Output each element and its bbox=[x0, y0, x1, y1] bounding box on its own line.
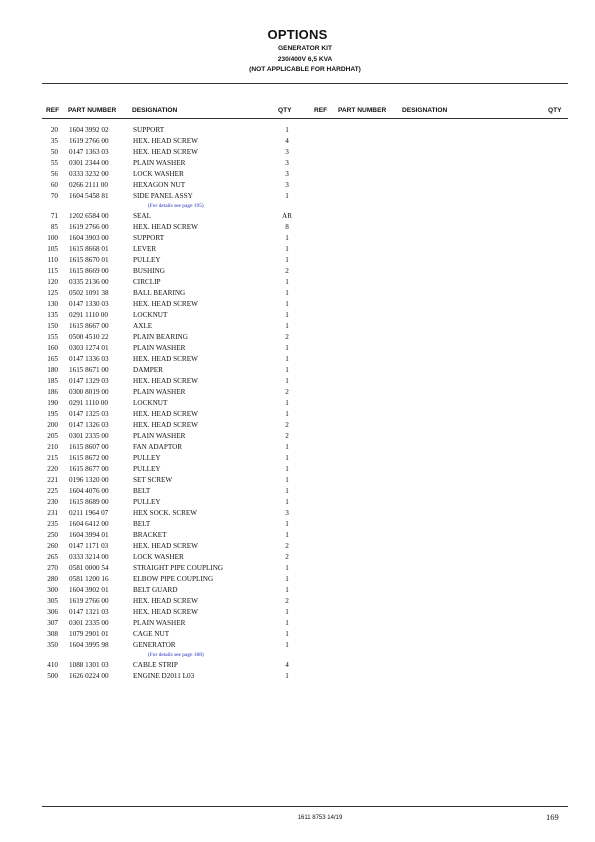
table-row bbox=[0, 671, 300, 682]
part-number-cell: 1604 3902 01 bbox=[69, 586, 109, 594]
qty-cell: 1 bbox=[285, 234, 289, 242]
part-number-cell: 0300 8019 00 bbox=[69, 388, 109, 396]
table-row bbox=[0, 387, 300, 398]
part-number-cell: 0581 0000 54 bbox=[69, 564, 109, 572]
designation-cell: HEX. HEAD SCREW bbox=[133, 300, 198, 308]
designation-cell: PULLEY bbox=[133, 465, 161, 473]
col-header-designation-left: DESIGNATION bbox=[132, 107, 178, 114]
qty-cell: 4 bbox=[285, 137, 289, 145]
qty-cell: 1 bbox=[285, 344, 289, 352]
qty-cell: 1 bbox=[285, 520, 289, 528]
part-number-cell: 1088 1301 03 bbox=[69, 661, 109, 669]
part-number-cell: 0581 1200 16 bbox=[69, 575, 109, 583]
ref-cell: 186 bbox=[47, 388, 58, 396]
ref-cell: 195 bbox=[47, 410, 58, 418]
ref-cell: 270 bbox=[47, 564, 58, 572]
ref-cell: 225 bbox=[47, 487, 58, 495]
ref-cell: 165 bbox=[47, 355, 58, 363]
ref-cell: 235 bbox=[47, 520, 58, 528]
ref-cell: 160 bbox=[47, 344, 58, 352]
qty-cell: 1 bbox=[285, 245, 289, 253]
footer-divider bbox=[42, 806, 568, 807]
table-row bbox=[0, 660, 300, 671]
qty-cell: 1 bbox=[285, 366, 289, 374]
part-number-cell: 1615 8672 00 bbox=[69, 454, 109, 462]
part-number-cell: 0333 3214 00 bbox=[69, 553, 109, 561]
qty-cell: 1 bbox=[285, 476, 289, 484]
qty-cell: 1 bbox=[285, 377, 289, 385]
qty-cell: 4 bbox=[285, 661, 289, 669]
table-row bbox=[0, 365, 300, 376]
part-number-cell: 1202 6584 00 bbox=[69, 212, 109, 220]
part-number-cell: 1615 8607 00 bbox=[69, 443, 109, 451]
designation-cell: HEX. HEAD SCREW bbox=[133, 542, 198, 550]
part-number-cell: 0147 1329 03 bbox=[69, 377, 109, 385]
part-number-cell: 1626 0224 00 bbox=[69, 672, 109, 680]
qty-cell: 1 bbox=[285, 278, 289, 286]
designation-cell: LOCK WASHER bbox=[133, 553, 184, 561]
ref-cell: 70 bbox=[50, 192, 58, 200]
designation-cell: AXLE bbox=[133, 322, 153, 330]
ref-cell: 56 bbox=[50, 170, 58, 178]
table-row bbox=[0, 420, 300, 431]
designation-cell: HEX. HEAD SCREW bbox=[133, 148, 198, 156]
table-row bbox=[0, 431, 300, 442]
qty-cell: 2 bbox=[285, 333, 289, 341]
designation-cell: FAN ADAPTOR bbox=[133, 443, 183, 451]
qty-cell: 1 bbox=[285, 322, 289, 330]
ref-cell: 305 bbox=[47, 597, 58, 605]
designation-cell: PLAIN WASHER bbox=[133, 432, 186, 440]
qty-cell: 1 bbox=[285, 672, 289, 680]
part-number-cell: 1615 8669 00 bbox=[69, 267, 109, 275]
ref-cell: 350 bbox=[47, 641, 58, 649]
qty-cell: 1 bbox=[285, 300, 289, 308]
qty-cell: 3 bbox=[285, 148, 289, 156]
qty-cell: AR bbox=[282, 212, 292, 220]
designation-cell: HEX. HEAD SCREW bbox=[133, 608, 198, 616]
qty-cell: 1 bbox=[285, 630, 289, 638]
table-row bbox=[0, 530, 300, 541]
ref-cell: 155 bbox=[47, 333, 58, 341]
table-row bbox=[0, 332, 300, 343]
ref-cell: 120 bbox=[47, 278, 58, 286]
ref-cell: 210 bbox=[47, 443, 58, 451]
parts-table-body bbox=[0, 125, 300, 682]
page-title: OPTIONS bbox=[267, 27, 328, 42]
designation-cell: HEX. HEAD SCREW bbox=[133, 410, 198, 418]
ref-cell: 265 bbox=[47, 553, 58, 561]
table-row bbox=[0, 321, 300, 332]
designation-cell: HEX. HEAD SCREW bbox=[133, 421, 198, 429]
part-number-cell: 1079 2901 01 bbox=[69, 630, 109, 638]
table-row bbox=[0, 486, 300, 497]
part-number-cell: 1615 8667 00 bbox=[69, 322, 109, 330]
table-row bbox=[0, 376, 300, 387]
table-row bbox=[0, 607, 300, 618]
page-reference-note: (For details see page 188) bbox=[148, 652, 204, 658]
designation-cell: BRACKET bbox=[133, 531, 167, 539]
designation-cell: HEX. HEAD SCREW bbox=[133, 137, 198, 145]
part-number-cell: 1604 3992 02 bbox=[69, 126, 109, 134]
part-number-cell: 0291 1110 00 bbox=[69, 399, 108, 407]
part-number-cell: 0196 1320 00 bbox=[69, 476, 109, 484]
table-row bbox=[0, 574, 300, 585]
ref-cell: 125 bbox=[47, 289, 58, 297]
ref-cell: 250 bbox=[47, 531, 58, 539]
table-row bbox=[0, 169, 300, 180]
part-number-cell: 0147 1363 03 bbox=[69, 148, 109, 156]
table-row bbox=[0, 398, 300, 409]
part-number-cell: 0333 3232 00 bbox=[69, 170, 109, 178]
part-number-cell: 1604 4076 00 bbox=[69, 487, 109, 495]
qty-cell: 8 bbox=[285, 223, 289, 231]
ref-cell: 308 bbox=[47, 630, 58, 638]
ref-cell: 306 bbox=[47, 608, 58, 616]
designation-cell: HEX. HEAD SCREW bbox=[133, 223, 198, 231]
qty-cell: 2 bbox=[285, 542, 289, 550]
table-row bbox=[0, 180, 300, 191]
part-number-cell: 1615 8671 00 bbox=[69, 366, 109, 374]
table-row bbox=[0, 211, 300, 222]
table-row bbox=[0, 464, 300, 475]
qty-cell: 1 bbox=[285, 586, 289, 594]
designation-cell: PULLEY bbox=[133, 498, 161, 506]
designation-cell: LEVER bbox=[133, 245, 157, 253]
designation-cell: PLAIN WASHER bbox=[133, 159, 186, 167]
qty-cell: 2 bbox=[285, 553, 289, 561]
part-number-cell: 1619 2766 00 bbox=[69, 597, 109, 605]
part-number-cell: 0303 1274 01 bbox=[69, 344, 109, 352]
qty-cell: 1 bbox=[285, 608, 289, 616]
col-header-qty-left: QTY bbox=[278, 107, 292, 114]
qty-cell: 2 bbox=[285, 267, 289, 275]
table-note-row bbox=[0, 202, 300, 211]
table-row bbox=[0, 497, 300, 508]
part-number-cell: 0301 2344 00 bbox=[69, 159, 109, 167]
ref-cell: 35 bbox=[50, 137, 58, 145]
part-number-cell: 1604 3995 98 bbox=[69, 641, 109, 649]
document-code: 1611 8753 14/19 bbox=[297, 815, 343, 821]
qty-cell: 2 bbox=[285, 597, 289, 605]
col-header-ref-left: REF bbox=[46, 107, 60, 114]
table-row bbox=[0, 136, 300, 147]
designation-cell: BALL BEARING bbox=[133, 289, 186, 297]
table-row bbox=[0, 618, 300, 629]
table-row bbox=[0, 475, 300, 486]
col-header-ref-right: REF bbox=[314, 107, 328, 114]
qty-cell: 1 bbox=[285, 399, 289, 407]
designation-cell: DAMPER bbox=[133, 366, 163, 374]
table-row bbox=[0, 585, 300, 596]
ref-cell: 110 bbox=[47, 256, 58, 264]
table-row bbox=[0, 266, 300, 277]
designation-cell: ENGINE D2011 L03 bbox=[133, 672, 195, 680]
subtitle-line-3: (NOT APPLICABLE FOR HARDHAT) bbox=[249, 66, 361, 73]
ref-cell: 55 bbox=[50, 159, 58, 167]
header-divider bbox=[42, 83, 568, 84]
designation-cell: BELT GUARD bbox=[133, 586, 178, 594]
table-row bbox=[0, 255, 300, 266]
designation-cell: HEX. HEAD SCREW bbox=[133, 597, 198, 605]
designation-cell: BELT bbox=[133, 520, 151, 528]
ref-cell: 180 bbox=[47, 366, 58, 374]
qty-cell: 1 bbox=[285, 619, 289, 627]
designation-cell: SUPPORT bbox=[133, 126, 165, 134]
designation-cell: LOCKNUT bbox=[133, 311, 168, 319]
designation-cell: LOCKNUT bbox=[133, 399, 168, 407]
qty-cell: 1 bbox=[285, 454, 289, 462]
ref-cell: 20 bbox=[50, 126, 58, 134]
table-row bbox=[0, 552, 300, 563]
ref-cell: 231 bbox=[47, 509, 58, 517]
table-row bbox=[0, 233, 300, 244]
ref-cell: 230 bbox=[47, 498, 58, 506]
ref-cell: 280 bbox=[47, 575, 58, 583]
qty-cell: 1 bbox=[285, 256, 289, 264]
part-number-cell: 0500 4510 22 bbox=[69, 333, 109, 341]
ref-cell: 205 bbox=[47, 432, 58, 440]
designation-cell: PULLEY bbox=[133, 454, 161, 462]
page-number: 169 bbox=[546, 812, 559, 822]
ref-cell: 60 bbox=[50, 181, 58, 189]
qty-cell: 1 bbox=[285, 564, 289, 572]
designation-cell: CIRCLIP bbox=[133, 278, 161, 286]
table-row bbox=[0, 191, 300, 202]
col-header-designation-right: DESIGNATION bbox=[402, 107, 448, 114]
ref-cell: 100 bbox=[47, 234, 58, 242]
designation-cell: STRAIGHT PIPE COUPLING bbox=[133, 564, 224, 572]
ref-cell: 221 bbox=[47, 476, 58, 484]
ref-cell: 71 bbox=[50, 212, 58, 220]
designation-cell: SIDE PANEL ASSY bbox=[133, 192, 193, 200]
ref-cell: 200 bbox=[47, 421, 58, 429]
table-row bbox=[0, 299, 300, 310]
qty-cell: 1 bbox=[285, 311, 289, 319]
qty-cell: 3 bbox=[285, 509, 289, 517]
part-number-cell: 0147 1326 03 bbox=[69, 421, 109, 429]
designation-cell: PLAIN BEARING bbox=[133, 333, 188, 341]
table-row bbox=[0, 409, 300, 420]
qty-cell: 1 bbox=[285, 531, 289, 539]
qty-cell: 2 bbox=[285, 432, 289, 440]
ref-cell: 115 bbox=[47, 267, 58, 275]
table-row bbox=[0, 442, 300, 453]
part-number-cell: 0502 1091 38 bbox=[69, 289, 109, 297]
table-row bbox=[0, 310, 300, 321]
part-number-cell: 0147 1171 03 bbox=[69, 542, 109, 550]
table-row bbox=[0, 508, 300, 519]
qty-cell: 1 bbox=[285, 575, 289, 583]
table-row bbox=[0, 288, 300, 299]
part-number-cell: 1619 2766 00 bbox=[69, 223, 109, 231]
table-row bbox=[0, 629, 300, 640]
designation-cell: HEX SOCK. SCREW bbox=[133, 509, 198, 517]
ref-cell: 85 bbox=[50, 223, 58, 231]
part-number-cell: 1604 6412 00 bbox=[69, 520, 109, 528]
designation-cell: CAGE NUT bbox=[133, 630, 170, 638]
table-row bbox=[0, 244, 300, 255]
col-header-part-number-right: PART NUMBER bbox=[338, 107, 387, 114]
qty-cell: 1 bbox=[285, 641, 289, 649]
ref-cell: 410 bbox=[47, 661, 58, 669]
table-row bbox=[0, 147, 300, 158]
qty-cell: 3 bbox=[285, 170, 289, 178]
qty-cell: 1 bbox=[285, 498, 289, 506]
table-row bbox=[0, 519, 300, 530]
part-number-cell: 0301 2335 00 bbox=[69, 432, 109, 440]
part-number-cell: 0147 1321 03 bbox=[69, 608, 109, 616]
table-row bbox=[0, 541, 300, 552]
part-number-cell: 0301 2335 00 bbox=[69, 619, 109, 627]
part-number-cell: 1604 3994 01 bbox=[69, 531, 109, 539]
designation-cell: BUSHING bbox=[133, 267, 165, 275]
table-note-row bbox=[0, 651, 300, 660]
ref-cell: 185 bbox=[47, 377, 58, 385]
table-row bbox=[0, 453, 300, 464]
designation-cell: BELT bbox=[133, 487, 151, 495]
ref-cell: 215 bbox=[47, 454, 58, 462]
part-number-cell: 1619 2766 00 bbox=[69, 137, 109, 145]
qty-cell: 1 bbox=[285, 465, 289, 473]
qty-cell: 1 bbox=[285, 410, 289, 418]
part-number-cell: 0147 1336 03 bbox=[69, 355, 109, 363]
designation-cell: PLAIN WASHER bbox=[133, 344, 186, 352]
ref-cell: 260 bbox=[47, 542, 58, 550]
part-number-cell: 1615 8670 01 bbox=[69, 256, 109, 264]
designation-cell: LOCK WASHER bbox=[133, 170, 184, 178]
part-number-cell: 1615 8668 01 bbox=[69, 245, 109, 253]
designation-cell: SEAL bbox=[133, 212, 151, 220]
qty-cell: 1 bbox=[285, 487, 289, 495]
designation-cell: PLAIN WASHER bbox=[133, 619, 186, 627]
table-row bbox=[0, 640, 300, 651]
part-number-cell: 1604 3903 00 bbox=[69, 234, 109, 242]
qty-cell: 1 bbox=[285, 443, 289, 451]
table-row bbox=[0, 563, 300, 574]
part-number-cell: 0291 1110 00 bbox=[69, 311, 108, 319]
col-header-qty-right: QTY bbox=[548, 107, 562, 114]
qty-cell: 1 bbox=[285, 289, 289, 297]
table-header-divider bbox=[42, 118, 568, 119]
qty-cell: 2 bbox=[285, 388, 289, 396]
qty-cell: 1 bbox=[285, 192, 289, 200]
ref-cell: 150 bbox=[47, 322, 58, 330]
table-row bbox=[0, 277, 300, 288]
page-reference-note: (For details see page 195) bbox=[148, 203, 204, 209]
ref-cell: 105 bbox=[47, 245, 58, 253]
qty-cell: 1 bbox=[285, 126, 289, 134]
table-row bbox=[0, 343, 300, 354]
qty-cell: 3 bbox=[285, 181, 289, 189]
designation-cell: HEX. HEAD SCREW bbox=[133, 355, 198, 363]
part-number-cell: 0266 2111 00 bbox=[69, 181, 108, 189]
designation-cell: SET SCREW bbox=[133, 476, 173, 484]
ref-cell: 190 bbox=[47, 399, 58, 407]
designation-cell: CABLE STRIP bbox=[133, 661, 178, 669]
col-header-part-number-left: PART NUMBER bbox=[68, 107, 117, 114]
designation-cell: HEXAGON NUT bbox=[133, 181, 186, 189]
designation-cell: ELBOW PIPE COUPLING bbox=[133, 575, 214, 583]
qty-cell: 2 bbox=[285, 421, 289, 429]
table-row bbox=[0, 125, 300, 136]
designation-cell: PLAIN WASHER bbox=[133, 388, 186, 396]
ref-cell: 300 bbox=[47, 586, 58, 594]
table-row bbox=[0, 222, 300, 233]
part-number-cell: 0147 1325 03 bbox=[69, 410, 109, 418]
ref-cell: 130 bbox=[47, 300, 58, 308]
ref-cell: 220 bbox=[47, 465, 58, 473]
part-number-cell: 1615 8677 00 bbox=[69, 465, 109, 473]
ref-cell: 307 bbox=[47, 619, 58, 627]
subtitle-line-1: GENERATOR KIT bbox=[278, 45, 332, 52]
designation-cell: SUPPORT bbox=[133, 234, 165, 242]
designation-cell: HEX. HEAD SCREW bbox=[133, 377, 198, 385]
designation-cell: GENERATOR bbox=[133, 641, 176, 649]
part-number-cell: 0335 2136 00 bbox=[69, 278, 109, 286]
designation-cell: PULLEY bbox=[133, 256, 161, 264]
ref-cell: 135 bbox=[47, 311, 58, 319]
ref-cell: 500 bbox=[47, 672, 58, 680]
subtitle-line-2: 230/400V 6,5 KVA bbox=[277, 56, 333, 63]
table-row bbox=[0, 158, 300, 169]
qty-cell: 3 bbox=[285, 159, 289, 167]
table-row bbox=[0, 596, 300, 607]
part-number-cell: 0147 1330 03 bbox=[69, 300, 109, 308]
part-number-cell: 1604 5458 81 bbox=[69, 192, 109, 200]
table-row bbox=[0, 354, 300, 365]
part-number-cell: 1615 8689 00 bbox=[69, 498, 109, 506]
part-number-cell: 0211 1964 07 bbox=[69, 509, 109, 517]
qty-cell: 1 bbox=[285, 355, 289, 363]
ref-cell: 50 bbox=[50, 148, 58, 156]
